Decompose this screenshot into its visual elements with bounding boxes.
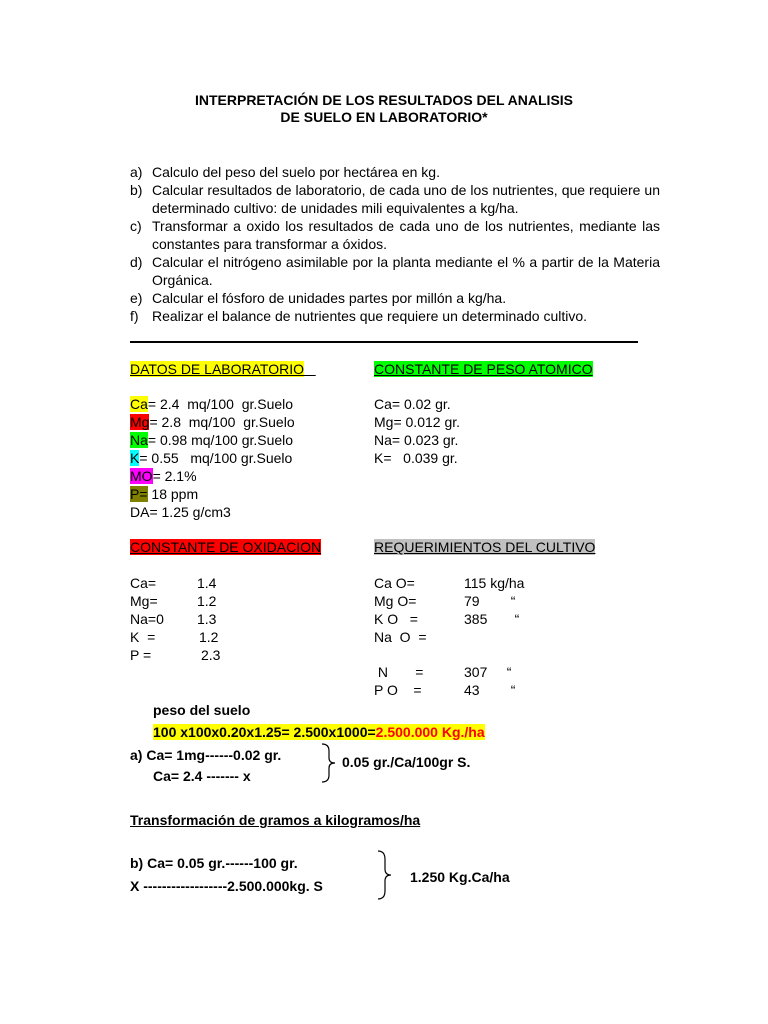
atomic-item-ca: Ca= 0.02 gr. [374,396,451,412]
lab-item-key: Na [130,432,148,448]
crop-item-po: P O = [374,682,422,698]
soil-formula-text: 100 x100x0.20x1.25= 2.500x1000= [153,724,376,740]
oxidation-item-mg [130,592,158,610]
step-b [130,181,660,217]
crop-item-cao: Ca O= [374,575,415,591]
horizontal-divider [130,341,638,343]
step-text: Realizar el balance de nutrientes que requiere un determinado cultivo. [152,308,588,324]
crop-item-n: N = [374,664,424,680]
soil-weight-formula [153,723,485,741]
lab-item-key: Ca [130,396,148,412]
oxidation-value-mg: 1.2 [197,593,217,609]
oxidation-name: Na=0 [130,611,164,627]
oxidation-name: P = [130,647,152,663]
step-a [130,163,660,181]
lab-item-p [130,485,198,503]
soil-weight-label: peso del suelo [153,702,251,718]
crop-value-n: 307 “ [464,664,512,680]
crop-item-mgo: Mg O= [374,593,417,609]
lab-item-da [130,503,231,521]
document-title-line2: DE SUELO EN LABORATORIO* [280,109,488,125]
crop-value-ko: 385 “ [464,611,520,627]
oxidation-value-ca: 1.4 [197,575,217,591]
crop-value-cao: 115 kg/ha [464,575,525,591]
oxidation-item-p [130,646,151,664]
lab-item-value: = 0.98 mq/100 gr.Suelo [147,432,294,448]
step-c [130,217,660,253]
oxidation-heading-text: CONSTANTE DE OXIDACION [130,539,322,555]
lab-item-value: 18 ppm [147,486,199,502]
soil-result-text: 2.500.000 Kg./ha [375,724,485,740]
lab-item-k [130,449,292,467]
step-text: Calcular el fósforo de unidades partes por millón a kg/ha. [152,290,507,306]
step-label: a) [130,164,143,180]
crop-value-po: 43 “ [464,682,516,698]
step-e [130,289,660,307]
lab-item-mo [130,467,197,485]
calc-b-result: 1.250 Kg.Ca/ha [410,869,510,885]
lab-item-key: MO [130,468,153,484]
lab-item-key: K [130,450,140,466]
step-label: c) [130,218,142,234]
oxidation-item-k [130,628,155,646]
lab-item-value: DA= 1.25 g/cm3 [130,504,231,520]
step-label: d) [130,254,143,270]
transform-heading: Transformación de gramos a kilogramos/ha [130,812,421,828]
step-d [130,253,660,289]
oxidation-value-p: 2.3 [201,647,221,663]
lab-item-mg [130,413,295,431]
oxidation-name: K = [130,629,156,645]
atomic-weight-heading-text: CONSTANTE DE PESO ATOMICO [374,361,593,377]
crop-item-ko: K O = [374,611,418,627]
atomic-weight-heading [374,360,593,378]
right-brace-icon [318,743,338,783]
oxidation-item-ca [130,574,156,592]
step-text: Calcular resultados de laboratorio, de cada uno de los nutrientes, que requiere un determinado cultivo: de unidades mili equivalentes a kg/ha. [152,182,660,216]
atomic-item-na: Na= 0.023 gr. [374,432,459,448]
lab-item-value: = 2.8 mq/100 gr.Suelo [149,414,295,430]
crop-item-nao: Na O = [374,629,427,645]
lab-item-key: Mg [130,414,150,430]
lab-item-key: P= [130,486,148,502]
lab-item-value: = 0.55 mq/100 gr.Suelo [139,450,293,466]
step-f [130,307,660,325]
lab-item-value: = 2.1% [152,468,197,484]
oxidation-name: Ca= [130,575,157,591]
lab-data-heading [130,360,316,378]
atomic-item-mg: Mg= 0.012 gr. [374,414,461,430]
step-text: Transformar a oxido los resultados de cada uno de los nutrientes, mediante las constantes para transformar a óxidos. [152,218,660,252]
oxidation-value-k: 1.2 [199,629,219,645]
document-title-line1: INTERPRETACIÓN DE LOS RESULTADOS DEL ANALISIS [194,92,574,108]
oxidation-name: Mg= [130,593,158,609]
step-text: Calculo del peso del suelo por hectárea en kg. [152,164,440,180]
step-label: b) [130,182,143,198]
crop-requirements-heading [374,538,595,556]
atomic-item-k: K= 0.039 gr. [374,450,458,466]
calc-b-line2: X ------------------2.500.000kg. S [130,878,323,894]
calc-a-line2: Ca= 2.4 ------- x [153,768,251,784]
step-label: e) [130,290,143,306]
calc-b-line1: b) Ca= 0.05 gr.------100 gr. [130,855,298,871]
right-brace-icon [374,850,394,900]
lab-item-na [130,431,293,449]
step-label: f) [130,308,139,324]
calc-a-result: 0.05 gr./Ca/100gr S. [342,754,471,770]
lab-item-ca [130,395,293,413]
oxidation-heading [130,538,321,556]
oxidation-value-na: 1.3 [197,611,217,627]
lab-item-value: = 2.4 mq/100 gr.Suelo [147,396,294,412]
calc-a-line1: a) Ca= 1mg------0.02 gr. [130,747,282,763]
step-text: Calcular el nitrógeno asimilable por la planta mediante el % a partir de la Materia Orgánica. [152,254,660,288]
lab-data-heading-text: DATOS DE LABORATORIO [130,361,305,377]
crop-requirements-heading-text: REQUERIMIENTOS DEL CULTIVO [374,539,596,555]
oxidation-item-na [130,610,164,628]
crop-value-mgo: 79 “ [464,593,516,609]
